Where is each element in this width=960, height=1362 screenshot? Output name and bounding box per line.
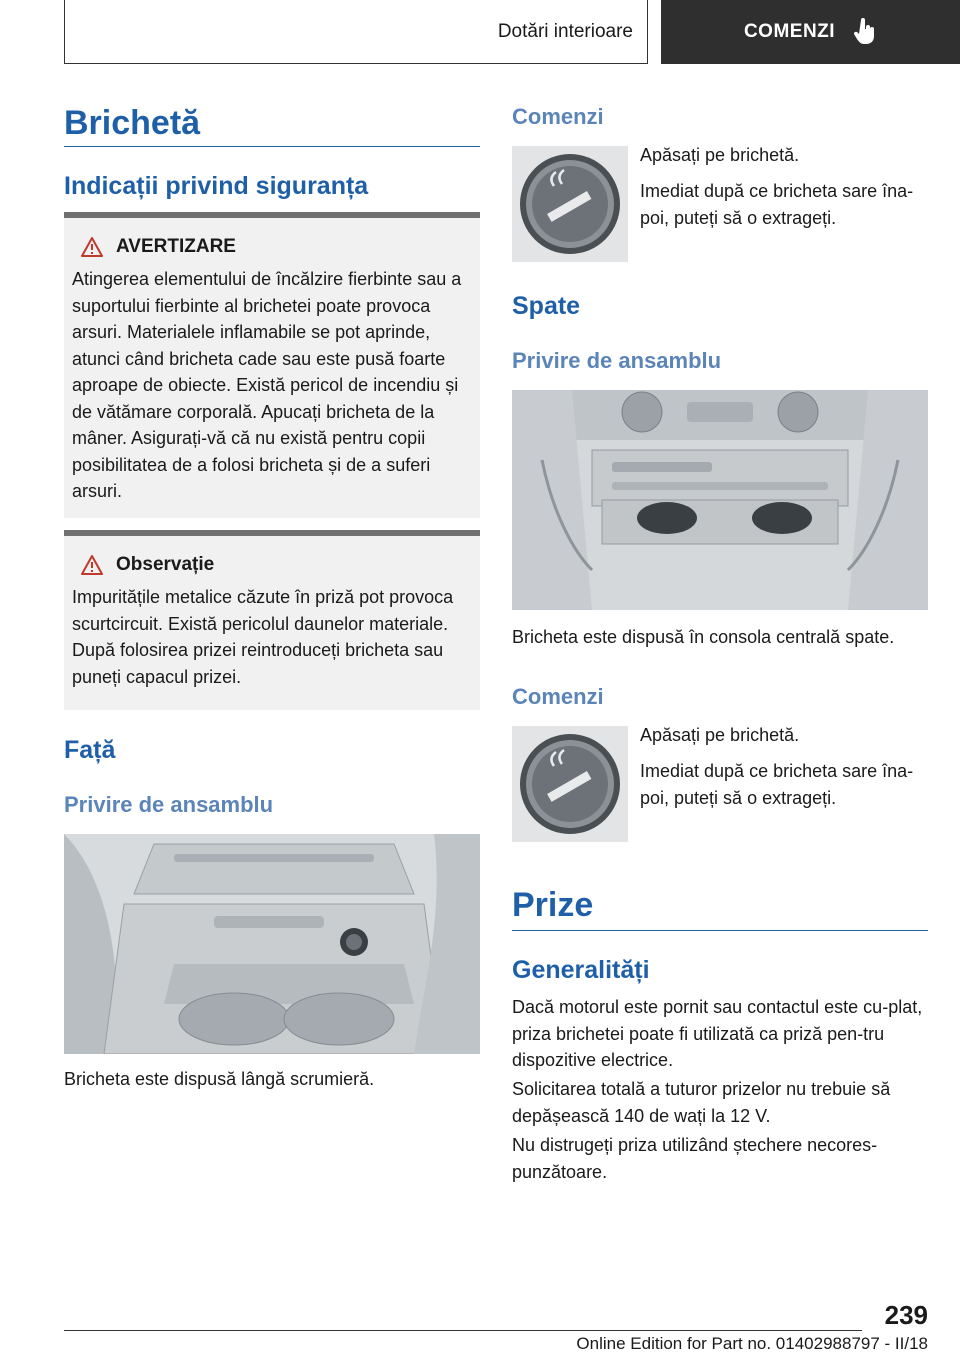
general-heading: Generalități: [512, 956, 650, 984]
tab-label: COMENZI: [743, 21, 836, 42]
safety-heading: Indicații privind siguranța: [64, 172, 369, 200]
note-title-row: [80, 554, 472, 576]
header-section-label: [64, 0, 648, 64]
note-title: Observație: [116, 554, 215, 575]
controls-heading-1: Comenzi: [512, 104, 604, 129]
hand-pointer-icon: [853, 18, 877, 46]
front-caption: Bricheta este dispusă lângă scrumieră.: [64, 1069, 375, 1089]
cigarette-lighter-button-image-2: [512, 726, 628, 842]
warning-title: AVERTIZARE: [116, 236, 236, 257]
controls-2-step-2: Imediat după ce bricheta sare îna‐poi, puteți să o extrageți.: [640, 761, 914, 808]
rear-console-illustration: [512, 390, 928, 610]
outlets-divider: [512, 930, 928, 931]
page-number: 239: [884, 1300, 928, 1330]
section-title: Dotări interioare: [497, 20, 633, 42]
warning-text: Atingerea elementului de încălzire fierbinte sau a suportului fierbinte al brichetei poate provoca arsuri. Materialele inflamabile se pot aprinde, atunci când bricheta cade sau este pusă foarte aproape de obiecte. Există pericol de incendiu și de vătămare corporală. Apucați bricheta de la mâner. Asigurați-vă că nu există pentru copii posibilitatea de a folosi bricheta și de a suferi arsuri.: [72, 269, 462, 501]
footer-divider: [64, 1330, 862, 1331]
rear-caption: Bricheta este dispusă în consola centrală spate.: [512, 627, 895, 647]
warning-triangle-icon: [80, 554, 104, 576]
title-divider: [64, 146, 480, 147]
header-tab-commands[interactable]: [661, 0, 960, 64]
front-heading: Față: [64, 736, 116, 764]
outlets-title: Prize: [512, 886, 594, 924]
controls-1-step-2: Imediat după ce bricheta sare îna‐poi, puteți să o extrageți.: [640, 181, 914, 228]
cigarette-lighter-button-image-1: [512, 146, 628, 262]
controls-heading-2: Comenzi: [512, 684, 604, 709]
page-title: Brichetă: [64, 104, 201, 142]
warning-title-row: [80, 236, 472, 258]
warning-box: [64, 212, 480, 518]
front-console-illustration: [64, 834, 480, 1054]
general-paragraph-3: Nu distrugeți priza utilizând ștechere necores‐punzătoare.: [512, 1135, 878, 1182]
general-paragraph-1: Dacă motorul este pornit sau contactul este cu‐plat, priza brichetei poate fi utilizată ca priză pen‐tru dispozitive electrice.: [512, 997, 923, 1070]
controls-2-step-1: Apăsați pe brichetă.: [640, 725, 800, 745]
rear-heading: Spate: [512, 292, 581, 320]
note-box: [64, 530, 480, 710]
general-paragraph-2: Solicitarea totală a tuturor prizelor nu trebuie să depășească 140 de wați la 12 V.: [512, 1079, 891, 1126]
edition-note: Online Edition for Part no. 01402988797 - II/18: [576, 1334, 928, 1353]
controls-1-step-1: Apăsați pe brichetă.: [640, 145, 800, 165]
rear-overview-heading: Privire de ansamblu: [512, 348, 722, 373]
front-overview-heading: Privire de ansamblu: [64, 792, 274, 817]
warning-triangle-icon: [80, 236, 104, 258]
note-text: Impuritățile metalice căzute în priză pot provoca scurtcircuit. Există pericolul daunelor materiale. După folosirea prizei reintroduceți bricheta sau puneți capacul prizei.: [72, 587, 454, 687]
